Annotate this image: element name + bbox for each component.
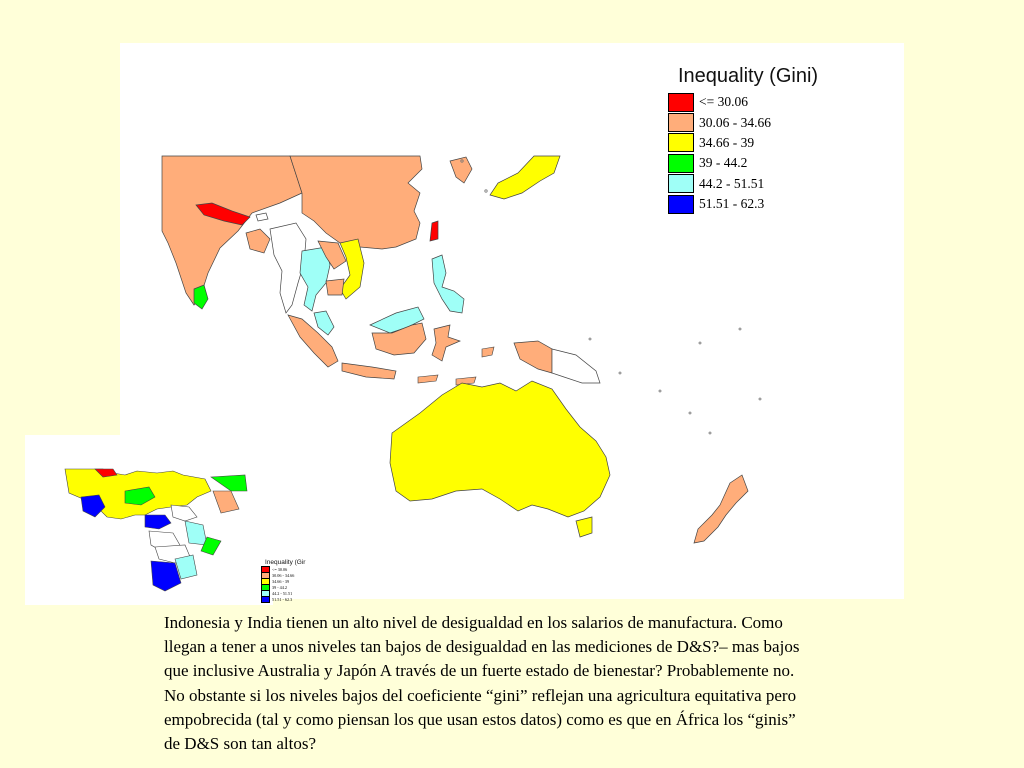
- caption-line: que inclusive Australia y Japón A través de un fuerte estado de bienestar? Probablemente no.: [164, 661, 795, 681]
- region-cambodia: [326, 279, 344, 295]
- caption-text: [164, 611, 924, 756]
- region-sulawesi: [432, 325, 460, 361]
- region-philippines: [432, 255, 464, 313]
- inset-legend-item: [261, 596, 305, 602]
- region-java: [342, 363, 396, 379]
- inset-legend-swatch: [261, 596, 270, 603]
- region-tasmania: [576, 517, 592, 537]
- legend-item: [668, 112, 818, 132]
- caption-line: Indonesia y India tienen un alto nivel de desigualdad en los salarios de manufactura. Como: [164, 613, 783, 632]
- legend-label: 39 - 44.2: [699, 155, 748, 171]
- inset-legend-label: <= 30.06: [272, 566, 288, 572]
- legend-label: 30.06 - 34.66: [699, 114, 771, 130]
- legend-swatch: [668, 174, 694, 193]
- region-bangladesh: [246, 229, 270, 253]
- region-new-zealand: [694, 475, 748, 543]
- region-malaysia: [314, 311, 334, 335]
- inset-legend: [261, 559, 305, 602]
- legend: [668, 65, 818, 214]
- region-new-guinea-west: [514, 341, 552, 373]
- region-china: [290, 156, 422, 249]
- legend-swatch: [668, 154, 694, 173]
- inset-legend-label: 34.66 - 39: [272, 578, 290, 584]
- legend-label: <= 30.06: [699, 94, 748, 110]
- region-australia: [390, 381, 610, 517]
- legend-swatch: [668, 113, 694, 132]
- legend-label: 44.2 - 51.51: [699, 175, 765, 191]
- legend-title: Inequality (Gini): [678, 65, 819, 87]
- legend-item: [668, 194, 818, 214]
- caption-line: llegan a tener a unos niveles tan bajos de desigualdad en las mediciones de D&S?– mas bajos: [164, 637, 800, 657]
- inset-legend-label: 39 - 44.2: [272, 584, 288, 590]
- inset-legend-label: 44.2 - 51.51: [272, 590, 293, 596]
- region-japan: [490, 156, 560, 199]
- legend-swatch: [668, 133, 694, 152]
- inset-legend-title: Inequality (Gir: [265, 559, 306, 566]
- region-png: [552, 349, 600, 383]
- region-sri-lanka: [194, 285, 208, 309]
- legend-item: [668, 153, 818, 173]
- caption-line: No obstante si los niveles bajos del coeficiente “gini” reflejan una agricultura equitativa pero: [164, 685, 797, 705]
- legend-item: [668, 92, 818, 112]
- legend-label: 34.66 - 39: [699, 134, 755, 150]
- legend-item: [668, 174, 818, 194]
- inset-legend-label: 51.51 - 62.3: [272, 596, 293, 602]
- legend-swatch: [668, 93, 694, 112]
- caption-line: empobrecida (tal y como piensan los que usan estos datos) como es que en África los “ginis”: [164, 709, 796, 729]
- region-vietnam: [340, 239, 364, 299]
- africa-inset-shapes: [25, 435, 273, 605]
- inset-legend-label: 30.06 - 34.66: [272, 572, 295, 578]
- legend-swatch: [668, 195, 694, 214]
- legend-label: 51.51 - 62.3: [699, 196, 765, 212]
- legend-item: [668, 133, 818, 153]
- caption-line: de D&S son tan altos?: [164, 734, 317, 754]
- region-taiwan: [430, 221, 438, 241]
- africa-inset-map: [25, 435, 306, 605]
